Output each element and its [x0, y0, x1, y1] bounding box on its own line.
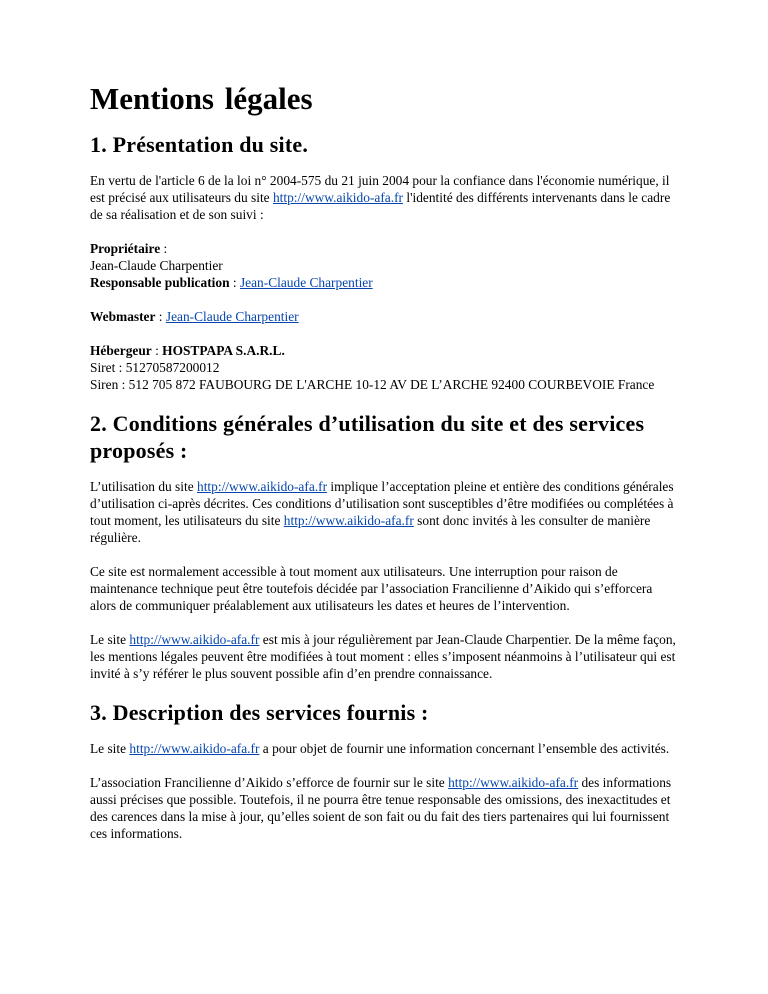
- owner-name: Jean-Claude Charpentier: [90, 258, 223, 273]
- intro-text-start: En vertu de l'article 6 de la loi n° 2004-575 du 21 juin 2004 pour la confiance dans l'économie numérique, il est précisé aux utilisateurs du site: [90, 173, 670, 205]
- site-link[interactable]: http://www.aikido-afa.fr: [129, 741, 260, 756]
- services-paragraph-1: [90, 740, 678, 757]
- publisher-label: Responsable publication: [90, 275, 230, 290]
- webmaster-sep: :: [155, 309, 166, 324]
- section-heading-conditions: 2. Conditions générales d’utilisation du site et des services proposés :: [90, 411, 645, 463]
- owner-block: [90, 240, 678, 291]
- site-link[interactable]: http://www.aikido-afa.fr: [272, 190, 403, 205]
- text-span: est mis à jour régulièrement par Jean-Claude Charpentier. De la même façon, les mentions légales peuvent être modifiées à tout moment : elles s’imposent néanmoins à l’utilisateur qui est invité à s’y référer le plus souvent possible afin d’en prendre connaissance.: [90, 632, 676, 681]
- text-span: a pour objet de fournir une information concernant l’ensemble des activités.: [259, 741, 670, 756]
- text-span: des informations aussi précises que possible. Toutefois, il ne pourra être tenue responsable des omissions, des inexactitudes et des carences dans la mise à jour, qu’elles soient de son fait ou du fait des tiers partenaires qui lui fournissent ces informations.: [90, 775, 672, 841]
- publisher-link[interactable]: Jean-Claude Charpentier: [239, 275, 373, 290]
- conditions-paragraph-1: [90, 478, 678, 546]
- conditions-paragraph-2: Ce site est normalement accessible à tout moment aux utilisateurs. Une interruption pour raison de maintenance technique peut être toutefois décidée par l’association Francilienne d’Aikido qui s’efforcera alors de communiquer préalablement aux utilisateurs les dates et heures de l’intervention.: [90, 564, 653, 613]
- owner-label: Propriétaire: [90, 241, 161, 256]
- text-span: Le site: [90, 632, 130, 647]
- host-siret: Siret : 51270587200012: [90, 360, 220, 375]
- webmaster-block: [90, 308, 678, 325]
- section-services: [90, 699, 678, 842]
- section-heading-presentation: 1. Présentation du site.: [90, 132, 309, 157]
- section-heading-services: 3. Description des services fournis :: [90, 700, 429, 725]
- presentation-intro: [90, 172, 678, 223]
- text-span: L’utilisation du site: [90, 479, 198, 494]
- page-title: Mentions légales: [90, 81, 313, 116]
- section-presentation: [90, 131, 678, 393]
- publisher-sep: :: [229, 275, 240, 290]
- host-sep: :: [151, 343, 163, 358]
- webmaster-link[interactable]: Jean-Claude Charpentier: [165, 309, 299, 324]
- host-siren: Siren : 512 705 872 FAUBOURG DE L'ARCHE 10-12 AV DE L’ARCHE 92400 COURBEVOIE France: [90, 377, 655, 392]
- text-span: sont donc invités à les consulter de manière régulière.: [90, 513, 651, 545]
- owner-sep: :: [160, 241, 168, 256]
- host-name: HOSTPAPA S.A.R.L.: [162, 343, 285, 358]
- section-conditions: [90, 410, 678, 682]
- site-link[interactable]: http://www.aikido-afa.fr: [448, 775, 579, 790]
- services-paragraph-2: [90, 774, 678, 842]
- site-link[interactable]: http://www.aikido-afa.fr: [283, 513, 414, 528]
- site-link[interactable]: http://www.aikido-afa.fr: [197, 479, 328, 494]
- host-block: [90, 342, 678, 393]
- text-span: L’association Francilienne d’Aikido s’efforce de fournir sur le site: [90, 775, 449, 790]
- text-span: implique l’acceptation pleine et entière des conditions générales d’utilisation ci-après décrites. Ces conditions d’utilisation sont susceptibles d’être modifiées ou complétées à tout moment, les utilisateurs du site: [90, 479, 674, 528]
- text-span: Le site: [90, 741, 130, 756]
- host-label: Hébergeur: [90, 343, 152, 358]
- intro-text-end: l'identité des différents intervenants dans le cadre de sa réalisation et de son suivi :: [90, 190, 671, 222]
- conditions-paragraph-3: [90, 631, 678, 682]
- site-link[interactable]: http://www.aikido-afa.fr: [129, 632, 260, 647]
- webmaster-label: Webmaster: [90, 309, 156, 324]
